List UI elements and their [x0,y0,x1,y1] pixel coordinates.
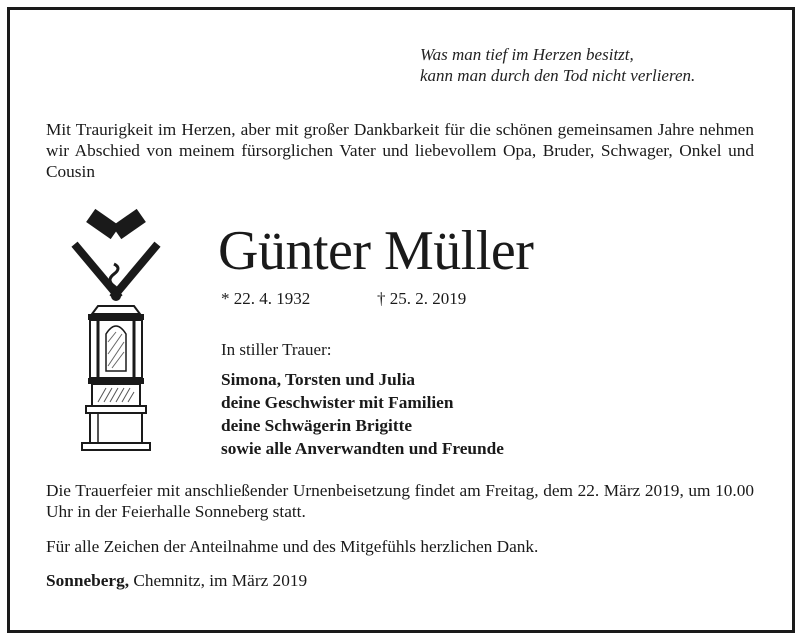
quote-line-2: kann man durch den Tod nicht verlieren. [420,66,696,85]
birth-date: * 22. 4. 1932 [221,289,311,308]
mourning-label: In stiller Trauer: [221,340,332,359]
thanks-line: Für alle Zeichen der Anteilnahme und des Mitgefühls herzlichen Dank. [46,537,539,556]
epigraph-quote [420,44,695,86]
place-and-date [46,570,307,591]
mourners-list [221,368,504,460]
hammer-and-pick-miners-lamp-icon [68,206,164,456]
mourner-line: Simona, Torsten und Julia [221,370,416,389]
mourner-line: deine Schwägerin Brigitte [221,416,413,435]
quote-line-1: Was man tief im Herzen besitzt, [420,45,634,64]
deceased-name: Günter Müller [218,220,534,282]
life-dates [221,289,466,309]
death-date: † 25. 2. 2019 [377,289,467,308]
mourner-line: sowie alle Anverwandten und Freunde [221,439,504,458]
place-rest: Chemnitz, im März 2019 [129,571,308,590]
funeral-details: Die Trauerfeier mit anschließender Urnenbeisetzung findet am Freitag, dem 22. März 2019, um 10.00 Uhr in der Feierhalle Sonneberg statt. [46,481,754,521]
mourner-line: deine Geschwister mit Familien [221,393,454,412]
intro-paragraph: Mit Traurigkeit im Herzen, aber mit großer Dankbarkeit für die schönen gemeinsamen Jahre nehmen wir Abschied von meinem fürsorglichen Vater und liebevollem Opa, Bruder, Schwager, Onkel und Cousin [46,120,754,181]
place-town: Sonneberg, [46,571,130,590]
